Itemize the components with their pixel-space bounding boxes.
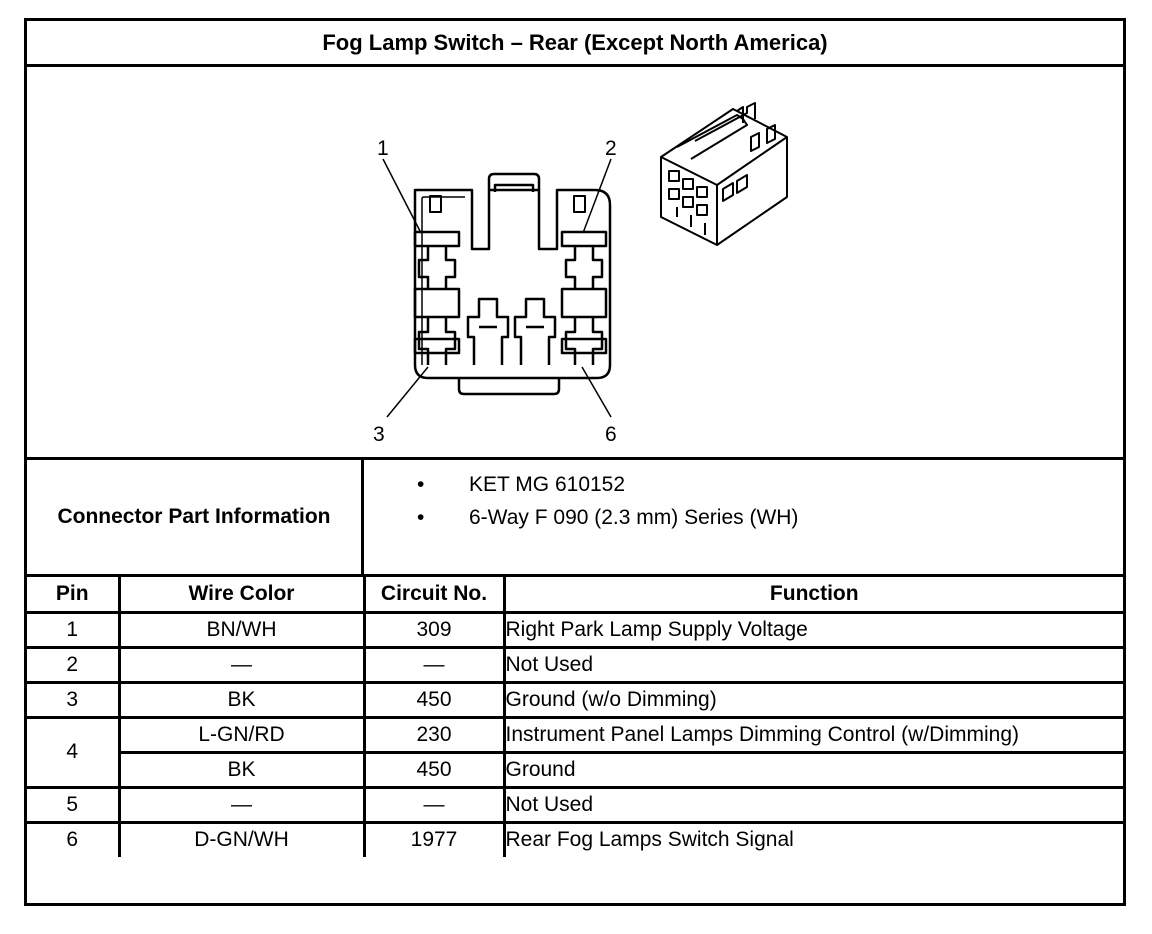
wire-color-cell: BK (119, 752, 364, 787)
circuit-cell: — (364, 787, 504, 822)
wire-color-cell: D-GN/WH (119, 822, 364, 857)
bottom-key (459, 378, 559, 394)
circuit-cell: 230 (364, 717, 504, 752)
function-cell: Instrument Panel Lamps Dimming Control (w/Dimming) (504, 717, 1123, 752)
table-row (27, 752, 1123, 787)
wire-color-cell: BK (119, 682, 364, 717)
function-cell: Not Used (504, 647, 1123, 682)
table-row (27, 822, 1123, 857)
pin-cell: 4 (27, 717, 119, 787)
function-cell: Ground (w/o Dimming) (504, 682, 1123, 717)
function-cell: Ground (504, 752, 1123, 787)
circuit-cell: 1977 (364, 822, 504, 857)
bullet-icon: • (417, 473, 425, 496)
function-cell: Right Park Lamp Supply Voltage (504, 612, 1123, 647)
pin-cell: 6 (27, 822, 119, 857)
connector-info-item: • KET MG 610152 (417, 473, 626, 496)
table-row (27, 787, 1123, 822)
connector-info-label: Connector Part Information (27, 460, 364, 574)
wire-color-cell: BN/WH (119, 612, 364, 647)
circuit-cell: 450 (364, 752, 504, 787)
header-function: Function (504, 577, 1123, 612)
connector-sheet (24, 18, 1126, 906)
sheet-title: Fog Lamp Switch – Rear (Except North America) (27, 21, 1123, 67)
table-row (27, 612, 1123, 647)
pin-cell: 3 (27, 682, 119, 717)
circuit-cell: 450 (364, 682, 504, 717)
circuit-cell: — (364, 647, 504, 682)
circuit-cell: 309 (364, 612, 504, 647)
callout-pin-6: 6 (605, 423, 617, 446)
function-cell: Not Used (504, 787, 1123, 822)
callout-pin-3: 3 (373, 423, 385, 446)
pin-cell: 1 (27, 612, 119, 647)
connector-diagram (27, 67, 1123, 460)
connector-info-row (27, 460, 1123, 577)
connector-isometric-view (661, 103, 787, 245)
bullet-icon: • (417, 506, 425, 529)
connector-face-drawing (27, 67, 1123, 460)
wire-color-cell: L-GN/RD (119, 717, 364, 752)
pin-cell: 5 (27, 787, 119, 822)
function-cell: Rear Fog Lamps Switch Signal (504, 822, 1123, 857)
header-circuit-no: Circuit No. (364, 577, 504, 612)
table-row (27, 682, 1123, 717)
wire-color-cell: — (119, 787, 364, 822)
callout-pin-1: 1 (377, 137, 389, 160)
connector-info-item: • 6-Way F 090 (2.3 mm) Series (WH) (417, 506, 799, 529)
wire-color-cell: — (119, 647, 364, 682)
table-row (27, 647, 1123, 682)
pin-cell: 2 (27, 647, 119, 682)
table-row (27, 717, 1123, 752)
header-wire-color: Wire Color (119, 577, 364, 612)
pinout-table (27, 577, 1123, 857)
connector-info-list (417, 472, 798, 538)
callout-pin-2: 2 (605, 137, 617, 160)
table-header-row (27, 577, 1123, 612)
housing-outline (415, 190, 610, 378)
header-pin: Pin (27, 577, 119, 612)
